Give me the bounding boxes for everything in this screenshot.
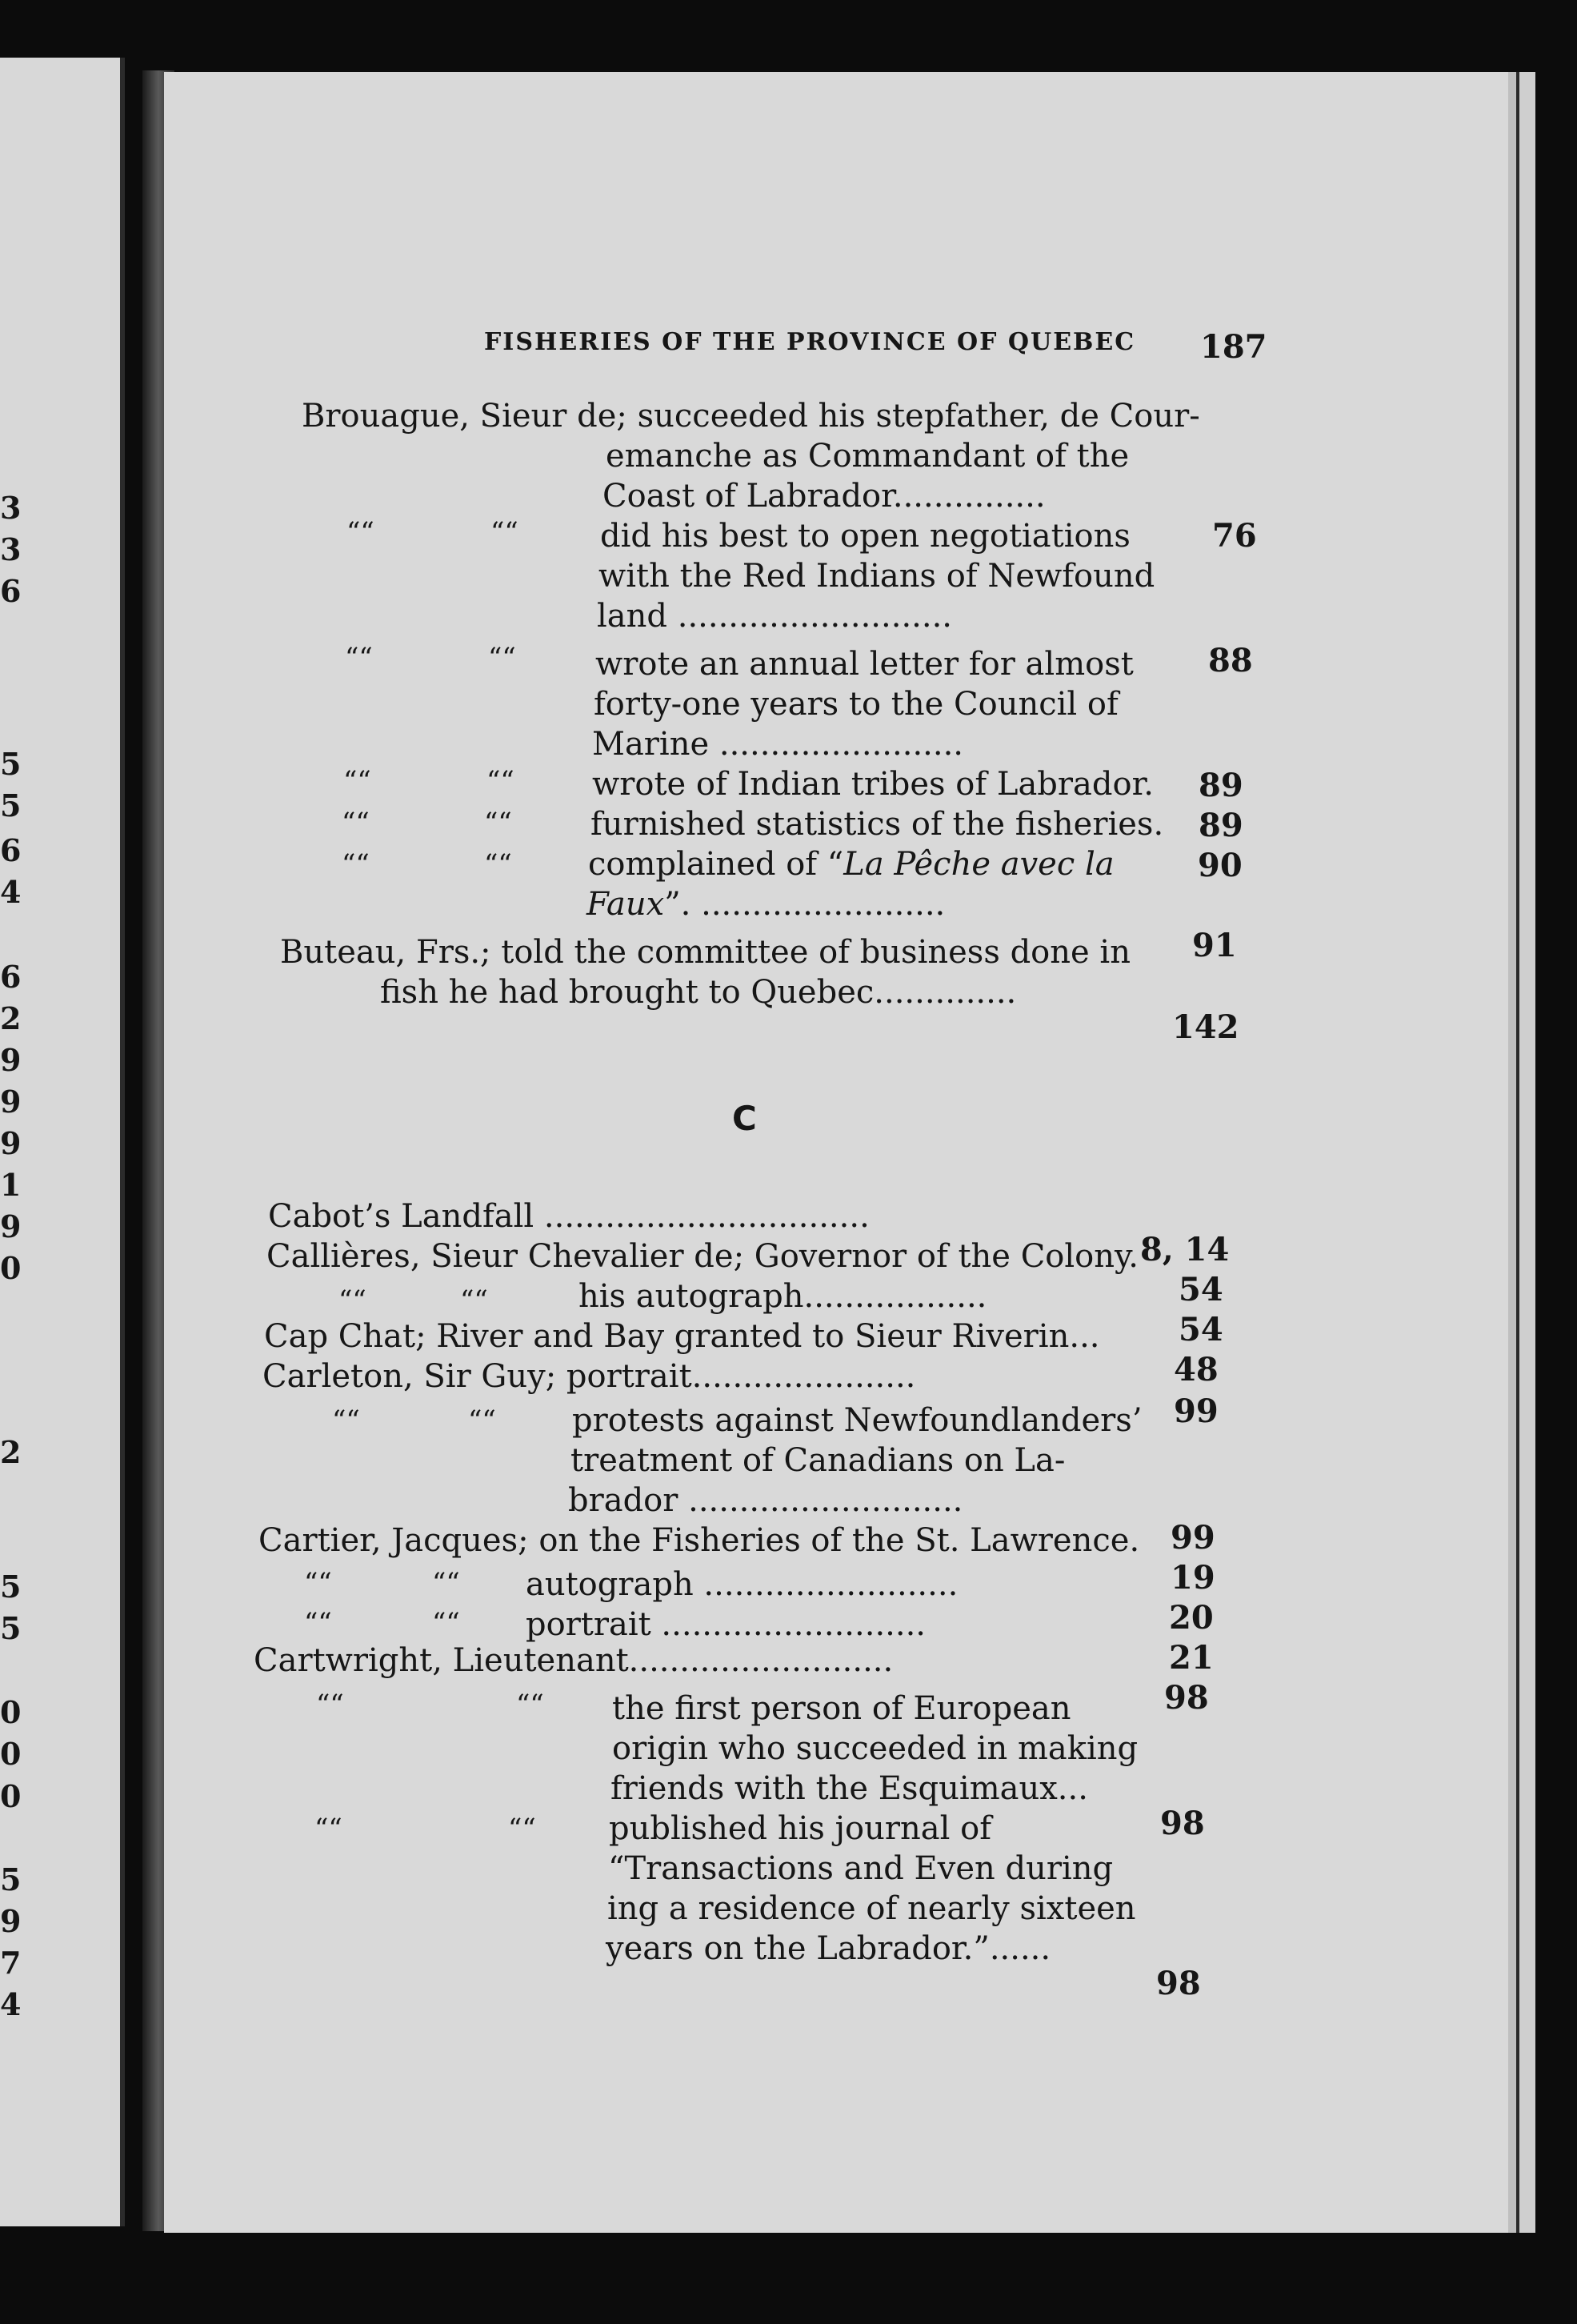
index-entry-line: Marine ........................ [592,726,964,763]
ditto-mark: ““ [332,1404,360,1436]
page-ref: 19 [1171,1559,1215,1597]
page-ref: 142 [1172,1008,1239,1046]
ditto-mark: ““ [432,1607,460,1639]
page-ref: 89 [1199,807,1243,844]
index-entry-line: emanche as Commandant of the [606,438,1130,475]
ditto-mark: ““ [342,807,370,839]
ditto-mark: ““ [460,1284,488,1316]
left-page-number: 5 [0,1610,22,1646]
ditto-mark: ““ [486,765,514,797]
index-entry-line: treatment of Canadians on La- [570,1442,1066,1479]
index-entry-cartwright: Cartwright, Lieutenant.......................... [254,1642,894,1679]
page-number: 187 [1200,328,1267,366]
index-entry-callieres: Callières, Sieur Chevalier de; Governor of the Colony. [266,1238,1139,1275]
ditto-mark: ““ [342,848,370,880]
index-entry-line: origin who succeeded in making [612,1730,1139,1767]
left-page-number: 9 [0,1903,22,1939]
index-entry-line: autograph ......................... [526,1566,959,1603]
index-entry-buteau: Buteau, Frs.; told the committee of business done in [280,934,1131,971]
left-page-number: 3 [0,531,22,567]
index-entry-cabot: Cabot’s Landfall ................................ [268,1198,870,1235]
left-page-number: 9 [0,1208,22,1244]
left-page-number: 5 [0,1569,22,1605]
left-page-number: 0 [0,1778,22,1814]
index-entry-line: land ........................... [597,598,953,635]
page-ref: 54 [1179,1271,1223,1308]
ditto-mark: ““ [488,642,516,674]
left-page-number: 1 [0,1167,22,1203]
ditto-mark: ““ [516,1689,544,1721]
index-entry-carleton: Carleton, Sir Guy; portrait...................... [262,1358,916,1395]
index-entry-line: ing a residence of nearly sixteen [607,1890,1136,1927]
left-page-number: 2 [0,1434,22,1470]
index-entry-line: furnished statistics of the fisheries. [590,806,1164,843]
index-entry-line: “Transactions and Even during [608,1850,1114,1887]
ditto-mark: ““ [484,807,512,839]
ditto-mark: ““ [345,642,373,674]
index-entry-line: protests against Newfoundlanders’ [572,1402,1143,1439]
ditto-mark: ““ [432,1567,460,1599]
ditto-mark: ““ [343,765,371,797]
page-ref: 89 [1199,767,1243,804]
left-page-number: 9 [0,1125,22,1161]
ditto-mark: ““ [468,1404,496,1436]
left-page-number: 2 [0,1000,22,1036]
left-page-number: 6 [0,573,22,609]
index-entry-line: forty-one years to the Council of [594,686,1119,723]
ditto-mark: ““ [304,1567,332,1599]
page-ref: 21 [1169,1639,1214,1677]
page-ref: 88 [1208,642,1253,679]
index-entry-line: years on the Labrador.”...... [606,1930,1051,1967]
index-entry-cartier: Cartier, Jacques; on the Fisheries of the St. Lawrence. [258,1522,1140,1559]
ditto-mark: ““ [484,848,512,880]
ditto-mark: ““ [508,1813,536,1845]
section-letter: C [732,1099,757,1138]
ditto-mark: ““ [338,1284,366,1316]
page-ref: 99 [1174,1392,1219,1430]
index-entry-line: his autograph.................. [578,1278,987,1315]
left-page-number: 6 [0,959,22,995]
index-entry-line: Faux”. ........................ [586,886,946,923]
index-entry-line: with the Red Indians of Newfound [598,558,1155,595]
left-page-number: 5 [0,1861,22,1897]
running-head: FISHERIES OF THE PROVINCE OF QUEBEC [484,328,1136,356]
left-page-number: 3 [0,490,22,526]
index-entry-line: friends with the Esquimaux... [610,1770,1088,1807]
left-page-number: 7 [0,1945,22,1981]
left-page-number: 0 [0,1694,22,1730]
index-entry-line: did his best to open negotiations [600,518,1131,555]
left-page-number: 9 [0,1042,22,1078]
index-entry-line: portrait .......................... [526,1606,927,1643]
left-facing-page [0,58,125,2226]
left-page-number: 5 [0,746,22,782]
index-entry-line: Coast of Labrador............... [602,478,1046,515]
index-entry-line: fish he had brought to Quebec.............. [380,974,1017,1011]
index-entry-line: wrote an annual letter for almost [595,646,1134,683]
page-ref: 98 [1156,1965,1201,2002]
ditto-mark: ““ [490,516,518,548]
index-entry-line: published his journal of [609,1810,992,1847]
page-ref: 98 [1160,1805,1205,1842]
left-page-number: 6 [0,832,22,868]
ditto-mark: ““ [346,516,374,548]
page-ref: 54 [1179,1311,1223,1348]
ditto-mark: ““ [304,1607,332,1639]
page-ref: 8, 14 [1140,1231,1230,1268]
index-entry-brouague: Brouague, Sieur de; succeeded his stepfather, de Cour- [302,398,1200,435]
page-ref: 90 [1198,847,1243,884]
left-page-number: 9 [0,1084,22,1120]
index-entry-line: complained of “La Pêche avec la [588,846,1115,883]
index-entry-cap-chat: Cap Chat; River and Bay granted to Sieur Riverin... [264,1318,1100,1355]
index-entry-line: wrote of Indian tribes of Labrador. [592,766,1155,803]
left-page-number: 5 [0,787,22,823]
page-ref: 91 [1192,927,1237,964]
left-page-number: 4 [0,874,22,910]
page-ref: 20 [1169,1599,1214,1637]
ditto-mark: ““ [314,1813,342,1845]
left-page-number: 0 [0,1736,22,1772]
left-page-number: 4 [0,1986,22,2022]
ditto-mark: ““ [316,1689,344,1721]
page-ref: 98 [1164,1679,1209,1717]
index-entry-line: the first person of European [612,1690,1071,1727]
index-entry-line: brador ........................... [568,1482,963,1519]
page-ref: 48 [1174,1351,1219,1388]
page-ref: 76 [1212,517,1257,555]
page-ref: 99 [1171,1519,1215,1557]
left-page-number: 0 [0,1250,22,1286]
index-page [164,72,1508,2233]
